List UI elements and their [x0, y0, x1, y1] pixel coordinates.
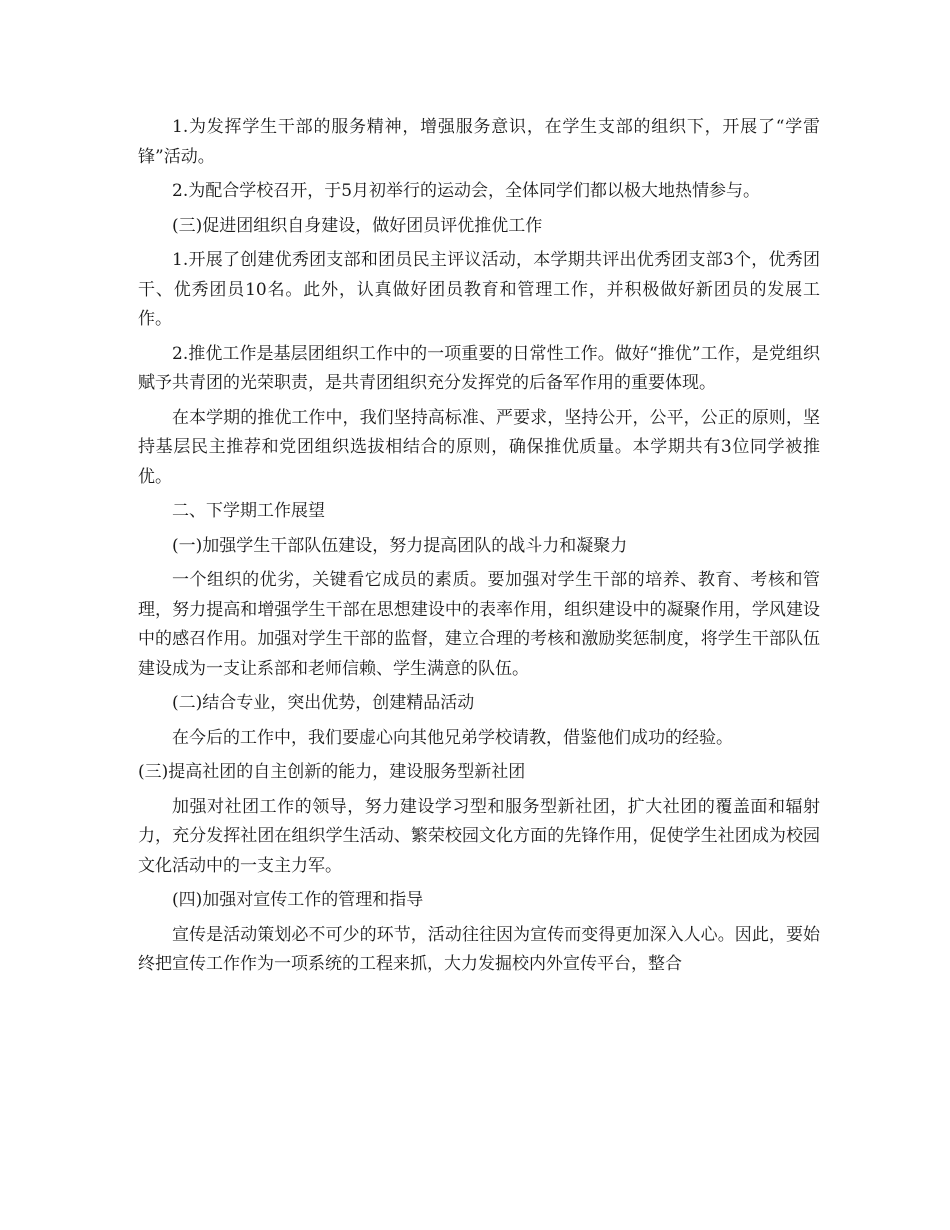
subheading-2: (二)结合专业，突出优势，创建精品活动	[172, 693, 475, 713]
paragraph-6: 在本学期的推优工作中，我们坚持高标准、严要求，坚持公开，公平，公正的原则，坚持基层民主推荐和党团组织选拔相结合的原则，确保推优质量。本学期共有3位同学被推优。	[138, 407, 820, 487]
section-heading-next-term: 二、下学期工作展望	[172, 501, 325, 521]
paragraph-4: 1.开展了创建优秀团支部和团员民主评议活动，本学期共评出优秀团支部3个，优秀团干、优秀团员10名。此外，认真做好团员教育和管理工作，并积极做好新团员的发展工作。	[138, 250, 820, 329]
subheading-3: (三)提高社团的自主创新的能力，建设服务型新社团	[138, 762, 526, 782]
paragraph-13: 加强对社团工作的领导，努力建设学习型和服务型新社团，扩大社团的覆盖面和辐射力，充分发挥社团在组织学生活动、繁荣校园文化方面的先锋作用，促使学生社团成为校园文化活动中的一支主力军。	[138, 796, 820, 876]
subheading-4: (四)加强对宣传工作的管理和指导	[172, 890, 424, 910]
document-body	[138, 113, 820, 985]
paragraph-2: 2.为配合学校召开，于5月初举行的运动会，全体同学们都以极大地热情参与。	[172, 181, 761, 201]
section-heading-3: (三)促进团组织自身建设，做好团员评优推优工作	[172, 215, 543, 236]
paragraph-5: 2.推优工作是基层团组织工作中的一项重要的日常性工作。做好“推优”工作，是党组织赋予共青团的光荣职责，是共青团组织充分发挥党的后备军作用的重要体现。	[138, 343, 820, 393]
subheading-1: (一)加强学生干部队伍建设，努力提高团队的战斗力和凝聚力	[172, 535, 628, 556]
paragraph-11: 在今后的工作中，我们要虚心向其他兄弟学校请教，借鉴他们成功的经验。	[172, 727, 733, 748]
paragraph-9: 一个组织的优劣，关键看它成员的素质。要加强对学生干部的培养、教育、考核和管理，努力提高和增强学生干部在思想建设中的表率作用，组织建设中的凝聚作用，学风建设中的感召作用。加强对学生干部的监督，建立合理的考核和激励奖惩制度，将学生干部队伍建设成为一支让系部和老师信赖、学生满意的队伍。	[138, 570, 820, 679]
paragraph-1: 1.为发挥学生干部的服务精神，增强服务意识，在学生支部的组织下，开展了“学雷锋”活动。	[138, 117, 820, 167]
paragraph-15: 宣传是活动策划必不可少的环节，活动往往因为宣传而变得更加深入人心。因此，要始终把宣传工作作为一项系统的工程来抓，大力发掘校内外宣传平台，整合	[138, 924, 820, 974]
